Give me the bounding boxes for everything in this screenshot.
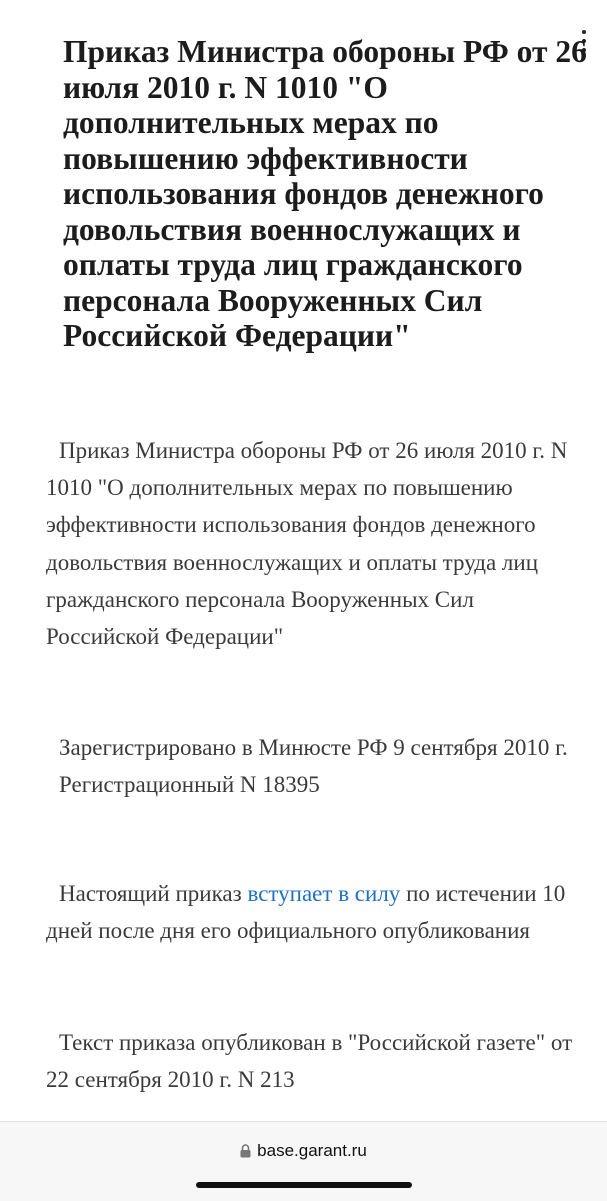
registration-line: Зарегистрировано в Минюсте РФ 9 сентября 2010 г.: [59, 735, 568, 760]
document-intro: [46, 432, 576, 655]
page-title: Приказ Министра обороны РФ от 26 июля 2010 г. N 1010 "О дополнительных мерах по повышению эффективности использования фондов денежного довольствия военнослужащих и оплаты труда лиц гражданского персонала Вооруженных Сил Российской Федерации": [63, 34, 587, 353]
intro-text: Приказ Министра обороны РФ от 26 июля 2010 г. N 1010 "О дополнительных мерах по повышению эффективности использования фондов денежного довольствия военнослужащих и оплаты труда лиц гражданского персонала Вооруженных Сил Российской Федерации": [46, 438, 568, 650]
effective-date-link[interactable]: вступает в силу: [247, 881, 401, 906]
address-bar[interactable]: [0, 1141, 607, 1161]
registration-info: [46, 729, 576, 803]
publication-text: Текст приказа опубликован в "Российской газете" от 22 сентября 2010 г. N 213: [46, 1030, 573, 1093]
url-text: base.garant.ru: [257, 1141, 367, 1160]
lock-icon: [240, 1144, 251, 1158]
effective-date-paragraph: [46, 875, 576, 949]
publication-info: [46, 1024, 576, 1098]
home-indicator[interactable]: [196, 1182, 412, 1188]
registration-number: Регистрационный N 18395: [59, 772, 320, 798]
effect-prefix: Настоящий приказ: [59, 881, 242, 906]
effect-suffix: по истечении 10 дней после дня его официального опубликования: [46, 881, 566, 944]
browser-bottom-bar: [0, 1121, 607, 1201]
